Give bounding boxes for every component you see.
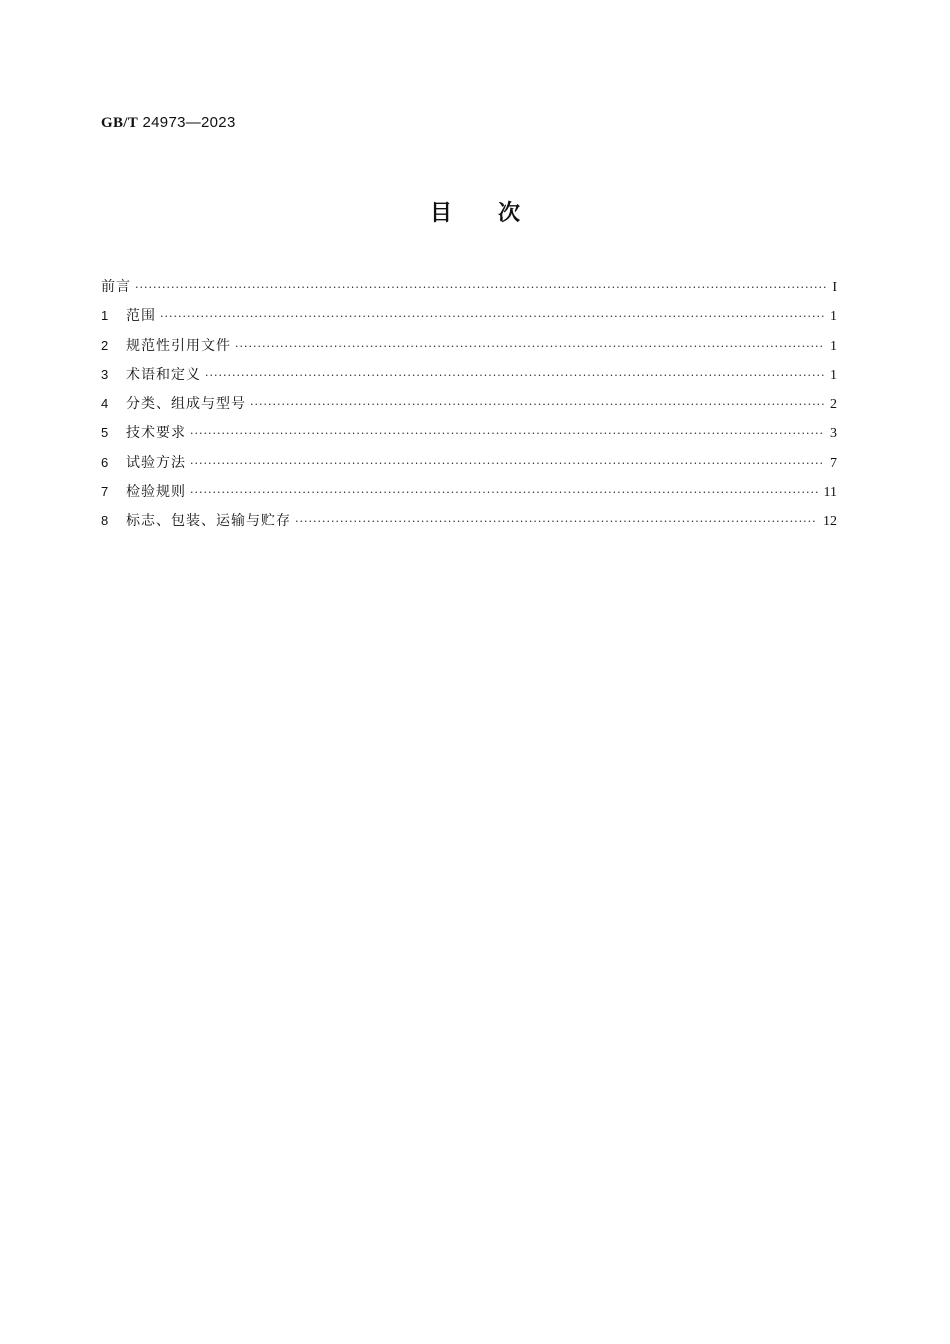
toc-entry-page: 1 — [830, 367, 837, 383]
toc-entry-page: 1 — [830, 309, 837, 325]
standard-code-prefix: GB/T — [101, 115, 139, 131]
toc-title: 目次 — [429, 201, 566, 226]
toc-leader-dots — [190, 486, 818, 499]
toc-entry-label: 分类、组成与型号 — [126, 396, 246, 413]
toc-entry-page: 2 — [830, 397, 837, 413]
toc-leader-dots — [135, 281, 826, 294]
toc-entry-page: 7 — [830, 455, 837, 471]
toc-entry-page: 3 — [830, 426, 837, 442]
toc-entry-5[interactable] — [101, 422, 837, 451]
toc-leader-dots — [205, 369, 824, 382]
toc-leader-dots — [235, 340, 824, 353]
toc-entry-3[interactable] — [101, 364, 837, 393]
toc-entry-number: 1 — [101, 308, 109, 324]
toc-leader-dots — [295, 515, 817, 528]
toc-entry-7[interactable] — [101, 481, 837, 510]
toc-entry-foreword[interactable] — [101, 276, 837, 305]
toc-entry-number: 4 — [101, 396, 109, 412]
toc-entry-label: 范围 — [126, 308, 156, 325]
toc-entry-page: 1 — [830, 338, 837, 354]
toc-entry-label: 检验规则 — [126, 484, 186, 501]
toc-leader-dots — [160, 310, 824, 323]
toc-entry-number: 6 — [101, 454, 109, 470]
toc-entry-2[interactable] — [101, 335, 837, 364]
standard-code — [101, 114, 236, 132]
toc-entry-page: I — [832, 280, 837, 295]
toc-entry-label: 试验方法 — [126, 454, 186, 471]
table-of-contents — [101, 276, 837, 540]
toc-entry-label: 技术要求 — [126, 425, 186, 442]
toc-entry-label: 术语和定义 — [126, 366, 201, 383]
toc-leader-dots — [190, 427, 824, 440]
toc-entry-page: 12 — [823, 514, 837, 530]
toc-entry-6[interactable] — [101, 452, 837, 481]
toc-entry-label: 标志、包装、运输与贮存 — [126, 513, 291, 530]
toc-entry-page: 11 — [823, 485, 837, 501]
toc-leader-dots — [190, 457, 824, 470]
toc-entry-label: 规范性引用文件 — [126, 337, 231, 354]
toc-entry-number: 2 — [101, 337, 109, 353]
toc-entry-number: 5 — [101, 425, 109, 441]
toc-entry-number: 3 — [101, 366, 109, 382]
toc-entry-label: 前言 — [101, 279, 131, 295]
standard-code-number: 24973—2023 — [142, 114, 236, 131]
toc-entry-number: 8 — [101, 513, 109, 529]
toc-entry-number: 7 — [101, 484, 109, 500]
toc-entry-4[interactable] — [101, 393, 837, 422]
toc-leader-dots — [250, 398, 824, 411]
toc-entry-1[interactable] — [101, 305, 837, 334]
toc-entry-8[interactable] — [101, 510, 837, 539]
